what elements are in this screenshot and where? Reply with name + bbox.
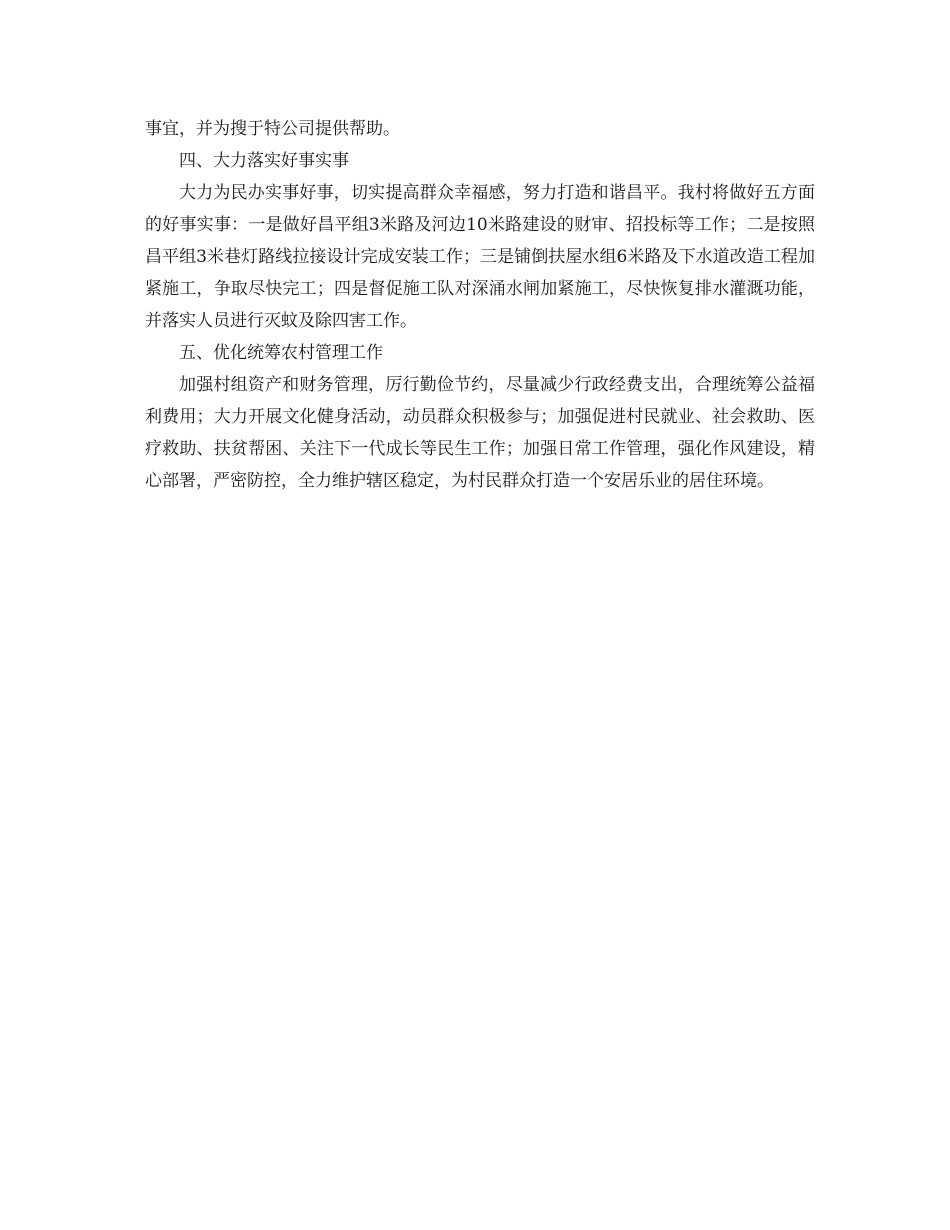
paragraph-continued: 事宜，并为搜于特公司提供帮助。 xyxy=(145,119,400,139)
paragraph-good-deeds: 大力为民办实事好事，切实提高群众幸福感，努力打造和谐昌平。我村将做好五方面的好事实事：一是做好昌平组3米路及河边10米路建设的财审、招投标等工作；二是按照昌平组3米巷灯路线拉接设计完成安装工作；三是铺倒扶屋水组6米路及下水道改造工程加紧施工，争取尽快完工；四是督促施工队对深涌水闸加紧施工，尽快恢复排水灌溉功能，并落实人员进行灭蚊及除四害工作。 xyxy=(145,183,815,331)
document-body xyxy=(145,113,815,497)
paragraph-rural-management: 加强村组资产和财务管理，厉行勤俭节约，尽量减少行政经费支出，合理统筹公益福利费用；大力开展文化健身活动，动员群众积极参与；加强促进村民就业、社会救助、医疗救助、扶贫帮困、关注下一代成长等民生工作；加强日常工作管理，强化作风建设，精心部署，严密防控，全力维护辖区稳定，为村民群众打造一个安居乐业的居住环境。 xyxy=(145,375,815,491)
section-heading-five: 五、优化统筹农村管理工作 xyxy=(179,343,383,363)
section-heading-four: 四、大力落实好事实事 xyxy=(179,151,349,171)
